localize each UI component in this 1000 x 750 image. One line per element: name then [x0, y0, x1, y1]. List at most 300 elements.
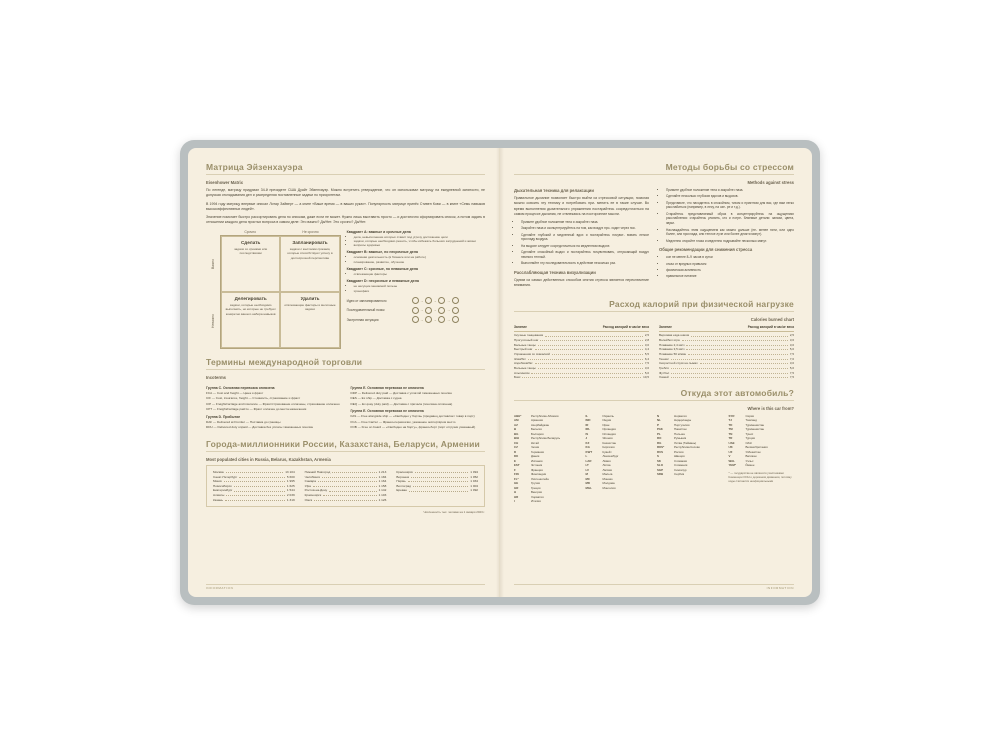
- country-name: Туркменистан: [745, 422, 765, 427]
- matrix-grid: [220, 235, 341, 349]
- city-population: 13 104: [285, 469, 295, 474]
- city-population: 1 092: [470, 488, 479, 493]
- incoterms-term: FOB — Free on board — «Свободно на борту», франко-борт (порт отгрузки указанный): [350, 425, 476, 430]
- activity-value: 7,5: [789, 351, 794, 356]
- country-name: Мальта: [602, 472, 613, 477]
- general-tips-heading: Общие рекомендации для снижения стресса: [659, 247, 753, 253]
- stress-subtitle: Methods against stress: [747, 180, 794, 185]
- code-row: [514, 499, 580, 504]
- breathing-step: • На выдохе следует сосредоточиться на медленном выдохе.: [521, 244, 649, 249]
- visualization-step: • Наслаждайтесь этим ощущением как можно дольше (не- менее пяти, или одно более, или прохлада, или теплое луче или более десяти минут).: [666, 228, 794, 238]
- quadrant-item: • основная деятельность (в бизнесе или на работе): [354, 255, 485, 259]
- country-code: IRL: [585, 427, 591, 432]
- country-name: Сирия: [745, 413, 754, 418]
- flow-row: [347, 307, 485, 314]
- country-code: BG: [514, 431, 519, 436]
- notebook-spread: [188, 148, 812, 597]
- country-name: Ватикан: [745, 454, 757, 459]
- visualization-step: • Медленно откройте глаза и медленно подрывайте несколько минут.: [666, 239, 794, 244]
- country-name: Венгрия: [531, 490, 542, 495]
- matrix-col-header-not-urgent: Не срочно: [302, 229, 319, 234]
- left-page-footer: INFORMATION: [206, 586, 234, 590]
- country-code: UAE: [728, 440, 735, 445]
- calories-header: [659, 325, 794, 332]
- country-name: Сингапур: [674, 467, 687, 472]
- country-code: TM: [728, 427, 733, 432]
- cars-subtitle: Where is this car from?: [747, 405, 794, 411]
- code-row: [729, 463, 795, 468]
- activity-value: 3,0: [644, 342, 649, 347]
- divider: [206, 369, 485, 370]
- country-code: IS: [585, 431, 589, 436]
- calories-table: [514, 325, 794, 379]
- flow-dots: → → →: [412, 297, 459, 304]
- country-name: Лихтенштейн: [531, 476, 549, 481]
- country-code: MD: [585, 481, 590, 486]
- matrix-cell-schedule: [280, 236, 339, 292]
- activity-name: Верховая езда шагом: [659, 333, 690, 338]
- country-name: Италия: [531, 499, 541, 504]
- country-name: Израиль: [602, 413, 614, 418]
- incoterms-term: DES — Ex ship — Доставка с судна: [350, 396, 402, 401]
- country-name: ОАЭ: [745, 440, 752, 445]
- country-code: J: [585, 436, 588, 441]
- country-code: BIH: [514, 436, 519, 441]
- codes-footnote: * — государства не являются участниками Конвенции ООН о дорожном движении, поэтому коды считаются неофициальными: [728, 470, 792, 483]
- country-code: MGL: [585, 485, 592, 490]
- city-name: Ростов-на-Дону: [304, 488, 328, 493]
- incoterms-term: DDU — Delivered duty unpaid — Доставка без уплаты таможенных пошлин: [206, 425, 314, 430]
- cars-title: Откуда этот автомобиль?: [680, 387, 794, 398]
- country-name: Таиланд: [745, 418, 757, 423]
- country-code: B: [514, 427, 517, 432]
- city-name: Екатеринбург: [213, 488, 233, 493]
- activity-name: Волейбол игра: [659, 338, 680, 343]
- code-row: [586, 486, 652, 491]
- activity-name: Хоккей: [659, 375, 669, 380]
- country-code: TR: [728, 436, 733, 441]
- activity-value: 2,5: [789, 333, 794, 338]
- country-code: RKS*: [657, 445, 665, 450]
- country-code: IR: [585, 422, 589, 427]
- city-population: 1 213: [378, 469, 387, 474]
- country-name: Испания: [531, 458, 543, 463]
- country-code: SGP: [657, 467, 664, 472]
- matrix-cell-title: Сделать: [240, 240, 261, 245]
- city-name: Пермь: [396, 479, 406, 484]
- country-name: Республика Косово: [674, 445, 700, 450]
- country-name: Кувейт: [602, 449, 612, 454]
- country-code: ABH*: [514, 413, 522, 418]
- activity-value: 5,0: [644, 370, 649, 375]
- calories-col-2: [659, 325, 794, 379]
- country-code: KWT: [585, 449, 593, 454]
- country-code: D: [514, 449, 517, 454]
- general-tip: • отказ от вредных привычек: [666, 262, 794, 267]
- country-name: Норвегия: [674, 413, 687, 418]
- incoterms-col-2: [351, 383, 486, 431]
- incoterms-term: CPT — Freight/carriage paid to — Фрахт оплачен до места назначения: [206, 407, 307, 412]
- matrix-intro-1: По легенде, матрицу придумал 34-й президент США Дуайт Эйзенхауэр. Можно встретить утверждение, что он использовал матрицу на ежедневной занятости, не допуская откладывания дел и распределяя поставленные задачи по приоритетам.: [206, 188, 485, 198]
- country-name: Словения: [674, 463, 688, 468]
- country-name: Сербия: [674, 472, 685, 477]
- flow-dots: → → →: [412, 307, 459, 314]
- country-code: KZ: [585, 440, 590, 445]
- city-row: [213, 498, 295, 503]
- city-population: 1 094: [470, 469, 479, 474]
- country-name: Дания: [531, 454, 540, 459]
- activity-name: Теннис: [659, 356, 669, 361]
- country-name: Латвия: [602, 467, 612, 472]
- incoterms-group-title: Группа E. Основная перевозка не оплачена: [350, 386, 424, 390]
- activity-value: 2,5: [644, 333, 649, 338]
- matrix-cell-desc: задачи со сроками или последствиями: [234, 247, 268, 256]
- calories-row: [659, 375, 794, 380]
- quadrant-descriptions: [347, 230, 485, 350]
- country-code: E: [514, 458, 516, 463]
- matrix-cell-do: [221, 236, 280, 292]
- country-code: IL: [585, 413, 589, 418]
- country-name: Ливия: [602, 458, 611, 463]
- breathing-steps: [514, 220, 649, 266]
- incoterms-term: DAF — Delivered at Frontier — Поставка до границы: [206, 419, 281, 424]
- country-name: Польша: [674, 431, 685, 436]
- city-name: Алматы: [213, 493, 225, 498]
- country-code: UK: [728, 445, 733, 450]
- activity-name: Упражнения со скакалкой: [514, 351, 550, 356]
- cities-col-2: [305, 470, 387, 502]
- country-name: Португалия: [674, 422, 690, 427]
- visualization-steps: [659, 188, 794, 243]
- country-name: Уэльс: [745, 458, 754, 463]
- matrix-cell-delete: [280, 292, 339, 348]
- city-population: 5 600: [286, 474, 295, 479]
- country-code: SYR: [728, 413, 735, 418]
- city-population: 1 544: [286, 488, 295, 493]
- quadrant-title: Квадрант D: несрочные и неважные дела: [346, 279, 419, 284]
- matrix-cell-desc: отвлекающие факторы и мелочные задачи: [284, 303, 336, 312]
- city-name: Санкт-Петербург: [213, 474, 238, 479]
- city-name: Красноярск: [304, 493, 322, 498]
- matrix-block: [206, 230, 485, 350]
- divider: [206, 174, 485, 175]
- city-name: Нижний Новгород: [304, 469, 331, 474]
- city-population: 1 995: [286, 479, 295, 484]
- calories-row: [514, 375, 649, 380]
- calories-header-value: Расход калорий в час/кг веса: [602, 325, 649, 330]
- activity-name: Аэробика/бёг: [514, 361, 533, 366]
- city-population: 2 039: [286, 493, 295, 498]
- stress-columns: [514, 188, 794, 291]
- activity-name: Быстрый шаг: [514, 347, 533, 352]
- stress-col-2: [659, 188, 794, 291]
- city-population: 1 052: [470, 474, 479, 479]
- country-code: LV: [585, 467, 589, 472]
- matrix-cell-title: Делегировать: [234, 296, 267, 301]
- activity-name: Плавание 3,5 км/ч: [659, 347, 685, 352]
- breathing-step: • Сделайте глубокий и медленный вдох и постарайтесь почувст- вовать легкое прохладу воздуха.: [521, 233, 649, 243]
- activity-value: 5,5: [644, 351, 649, 356]
- incoterms-group-title: Группа C. Основная перевозка оплачена: [206, 386, 275, 390]
- country-code: F: [514, 467, 516, 472]
- city-population: 1 158: [378, 483, 387, 488]
- country-name: Болгария: [531, 431, 544, 436]
- city-name: Красноярск: [396, 469, 413, 474]
- cities-table: [206, 465, 485, 507]
- country-name: Люксембург: [602, 454, 619, 459]
- country-name: Швеция: [674, 454, 685, 459]
- activity-name: Вольные танцы: [514, 365, 536, 370]
- city-name: Казань: [213, 497, 223, 502]
- incoterms-term: CIP — Freight/carriage and insurance — Фрахт/страхование оплачены, страхование оплачено: [206, 401, 340, 406]
- country-name: Япония: [602, 436, 613, 441]
- incoterms-group-title: Группа D. Прибытие: [206, 414, 241, 419]
- calories-title: Расход калорий при физической нагрузке: [609, 299, 794, 310]
- calories-header: [514, 325, 649, 332]
- activity-name: Плавание 50 м/мин: [659, 351, 687, 356]
- country-name: Туркменистан: [745, 427, 765, 432]
- country-code: M: [585, 472, 588, 477]
- quadrant-d: [347, 279, 485, 293]
- country-codes-table: [514, 414, 794, 504]
- country-code: TJ: [728, 418, 732, 423]
- country-name: Чехия: [531, 445, 540, 450]
- country-code: CZ: [514, 445, 518, 450]
- country-name: Франция: [531, 467, 543, 472]
- activity-value: 3,0: [789, 361, 794, 366]
- country-name: Монако: [602, 476, 613, 481]
- country-name: Индия: [602, 418, 612, 423]
- quadrant-b: [347, 250, 485, 264]
- activity-value: 3,0: [789, 342, 794, 347]
- activity-value: 3,0: [644, 365, 649, 370]
- quadrant-item: • дела, невыполнение которых ставит под угрозу достижение цели: [354, 235, 485, 239]
- country-code: RO: [657, 436, 662, 441]
- breathing-step: • Закройте глаза и сконцентрируйтесь на том, как воздух про- ходит через нос.: [521, 226, 649, 231]
- country-code: RUS: [657, 449, 664, 454]
- country-code: FL*: [514, 476, 519, 481]
- incoterms-term: DEQ — Ex quay (duty paid) — Доставка с причала (пошлина оплачена): [350, 401, 453, 406]
- divider: [514, 311, 794, 312]
- flow-row: [347, 297, 485, 304]
- country-code: AM: [514, 418, 519, 423]
- country-code: UZ: [728, 449, 733, 454]
- stress-col-1: [514, 188, 649, 291]
- country-name: Киргизия: [602, 445, 615, 450]
- code-row: [657, 472, 723, 477]
- city-name: Самара: [304, 479, 316, 484]
- country-name: Республика Абхазия: [531, 413, 559, 418]
- country-name: Россия: [674, 449, 684, 454]
- eisenhower-matrix: [206, 230, 341, 350]
- incoterms-col-1: [206, 383, 341, 431]
- city-population: 1 004: [470, 483, 479, 488]
- country-name: Ирландия: [602, 427, 616, 432]
- incoterms-term: CIF — Cost, insurance, freight — Стоимость, страхование и фрахт: [206, 396, 301, 401]
- activity-name: Скоростной спуск на лыжах: [659, 361, 698, 366]
- country-code: RG: [657, 440, 662, 445]
- activity-name: Альпинизм: [514, 370, 530, 375]
- matrix-intro-3: Значение помогает быстро рассортировать дела по спискам, даже если не может. Нужно лишь выставить просто — и достаточно сформировать список, а потом задать в отношении каждого дела простых вопроса в самом деле: Это важно? Да/Нет. Это срочно? Да/Нет.: [206, 215, 485, 225]
- country-name: Узбекистан: [745, 449, 761, 454]
- matrix-cell-title: Удалить: [300, 296, 320, 301]
- country-name: Румыния: [674, 436, 687, 441]
- country-name: Греция: [531, 485, 541, 490]
- country-name: Республика Беларусь: [531, 436, 561, 441]
- visualization-step: • Примите удобное положение тела и закройте глаза.: [666, 188, 794, 193]
- flow-list: [347, 297, 485, 323]
- codes-col-1: [514, 414, 580, 504]
- city-name: Волгоград: [396, 483, 412, 488]
- quadrant-item: • задачи, которые необходимо решить, чтобы избежать больших затруднений и жизни: [354, 239, 485, 243]
- quadrant-title: Квадрант А: важные и срочные дела: [346, 229, 411, 234]
- incoterms-term: FCA — Free Carrier — Франко-перевозчик, указанное экспортёром место: [350, 419, 456, 424]
- left-page: [188, 148, 500, 597]
- city-population: 1 184: [378, 474, 387, 479]
- country-code: DK: [514, 454, 519, 459]
- country-name: Казахстан: [602, 440, 617, 445]
- matrix-cell-title: Запланировать: [292, 240, 328, 245]
- general-tip: • правильное питание: [666, 274, 794, 279]
- general-tip: • физическая активность: [666, 268, 794, 273]
- quadrant-title: Квадрант C: срочные, но неважные дела: [346, 267, 418, 272]
- codes-col-2: [586, 414, 652, 504]
- country-name: Турция: [745, 436, 755, 441]
- trade-title: Термины международной торговли: [206, 357, 363, 367]
- calories-header-activity: Занятие: [659, 325, 672, 330]
- breathing-step: • Сделайте спокойный выдох и постарайтесь почувствовать, отпускающий воздух немного теплый.: [521, 250, 649, 260]
- incoterms-columns: [206, 383, 485, 431]
- country-code: L: [585, 454, 588, 459]
- calories-header-activity: Занятие: [514, 325, 527, 330]
- country-code: WAL: [728, 458, 735, 463]
- calories-header-value: Расход калорий в час/кг веса: [747, 325, 794, 330]
- activity-value: 5,0: [789, 347, 794, 352]
- city-name: Челябинск: [304, 474, 320, 479]
- country-name: Азербайджан: [531, 422, 550, 427]
- breathing-paragraph: Правильное дыхание позволяет быстро выйти из стрессовой ситуации, помогая можно освоить эту технику и потребовать при- менить ее в такие случае. Во время выполнения дыхательного упражнения постарайтесь сосредоточиться на самом процессе дыхания, не отвлекаясь на посторонние мысли.: [514, 196, 649, 216]
- country-name: Бельгия: [531, 427, 542, 432]
- right-page-footer: INFORMATION: [766, 586, 794, 590]
- divider: [514, 174, 794, 175]
- general-tips-list: [659, 255, 794, 279]
- city-population: 1 319: [286, 497, 295, 502]
- country-code: IND: [585, 418, 591, 423]
- country-name: Пакистан: [674, 427, 687, 432]
- activity-name: Бокс: [514, 375, 521, 380]
- country-code: SLO: [657, 463, 663, 468]
- country-code: HR: [514, 494, 519, 499]
- country-code: MC: [585, 476, 590, 481]
- cities-note: Численность тыс. человек на 1 января 2023 г.: [423, 510, 485, 515]
- incoterms-term: FAS — Free alongside ship — «Свободно у борта» (продавец доставляет товар в порт): [350, 414, 475, 419]
- cities-col-1: [213, 470, 295, 502]
- activity-name: Прогулочный шаг: [514, 338, 539, 343]
- activity-name: Гребля: [659, 365, 669, 370]
- city-name: Новосибирск: [213, 483, 232, 488]
- country-code: PL: [657, 431, 661, 436]
- country-code: N: [657, 413, 660, 418]
- country-name: Иран: [602, 422, 610, 427]
- matrix-row-header-not-important: Неважно: [211, 313, 215, 328]
- trade-subtitle: Incoterms: [206, 375, 227, 380]
- stress-title: Методы борьбы со стрессом: [665, 162, 794, 172]
- activity-value: 2,8: [644, 338, 649, 343]
- incoterms-group-title: Группа E. Основная перевозка не оплачена: [350, 409, 424, 414]
- city-population: 1 625: [286, 483, 295, 488]
- right-page: [500, 148, 812, 597]
- city-name: Воронеж: [396, 474, 410, 479]
- country-code: EST: [514, 463, 520, 468]
- country-code: CH: [514, 440, 519, 445]
- country-code: AZ: [514, 422, 518, 427]
- matrix-cell-delegate: [221, 292, 280, 348]
- country-name: Монголия: [602, 485, 616, 490]
- country-code: V: [728, 454, 731, 459]
- country-name: Китай: [531, 440, 539, 445]
- matrix-intro-2: В 1994 году матрицу впервые описал Лотар Зайверт — а книге «Ваше время — в ваших руках». Популярность матрице принёс Стивен Кови — в книге «Семь навыков высокоэффективных людей».: [206, 201, 485, 211]
- matrix-cell-desc: задачи с жесткими сроками, которые способствуют успеху в долгосрочной перспективе: [287, 247, 333, 260]
- visualization-step: • Представьте, что находитесь в спокойном, тихом и приятном для вас, где вам легко расслабиться (например, в лесу, на озе- ре и т.д.).: [666, 201, 794, 211]
- breathing-step: • Примите удобное положение тела и закройте глаза.: [521, 220, 649, 225]
- country-name: Йемен: [745, 463, 755, 468]
- country-code: P: [657, 422, 659, 427]
- activity-value: 5,0: [789, 365, 794, 370]
- visualization-paragraph: Одним из самых действенных способов снятия стресса является переключение внимания.: [514, 277, 649, 288]
- quadrant-item: • хронофаги: [354, 289, 485, 293]
- visualization-step: • Старайтесь представляемый образ в концентрируйтесь на ощущениях расслабления: старайтесь уловить, кто и потре- бляемые детали: запахи, цвета, звуки.: [666, 212, 794, 226]
- visualization-heading: Расслабляющая техника визуализации: [514, 269, 596, 275]
- country-name: Эстония: [531, 463, 543, 468]
- quadrant-item: • планирование, развитие, обучение: [354, 260, 485, 264]
- city-population: 1 034: [470, 479, 479, 484]
- flow-label: Идеи от запланированного: [346, 298, 387, 303]
- quadrant-item: • не несущие меняемой пользы: [354, 284, 485, 288]
- quadrant-c: [347, 267, 485, 276]
- cities-col-3: [396, 470, 478, 502]
- flow-label: Экстренная ситуация: [346, 317, 379, 322]
- flow-dots: → → →: [412, 316, 459, 323]
- activity-name: Скучные танцевания: [514, 333, 544, 338]
- city-population: 1 103: [378, 493, 387, 498]
- country-name: Хорватия: [531, 494, 544, 499]
- country-code: GR: [514, 485, 519, 490]
- country-code: I: [514, 499, 515, 504]
- city-name: Ереван: [396, 488, 407, 493]
- country-code: SRB: [657, 472, 664, 477]
- city-name: Уфа: [304, 483, 311, 488]
- matrix-title: Матрица Эйзенхауэра: [206, 162, 303, 172]
- quadrant-title: Квадрант B: важные, но несрочные дела: [346, 250, 418, 255]
- city-population: 1 126: [378, 497, 387, 502]
- activity-value: 3,6: [789, 338, 794, 343]
- country-code: LT: [585, 463, 589, 468]
- city-population: 1 164: [378, 479, 387, 484]
- country-name: Грузия: [531, 481, 540, 486]
- country-code: H: [514, 490, 517, 495]
- divider: [514, 400, 794, 401]
- matrix-row-headers: [206, 235, 220, 349]
- country-name: Литва: [602, 463, 611, 468]
- city-name: Минск: [213, 479, 222, 484]
- country-name: Литва (Таймань): [674, 440, 697, 445]
- country-code: S: [657, 454, 659, 459]
- country-code: YEM*: [728, 463, 736, 468]
- country-code: TD: [728, 422, 733, 427]
- activity-name: Плавание 2,4 км/ч: [659, 342, 685, 347]
- activity-value: 7,5: [789, 370, 794, 375]
- quadrant-item: • отвлекающие факторы: [354, 272, 485, 276]
